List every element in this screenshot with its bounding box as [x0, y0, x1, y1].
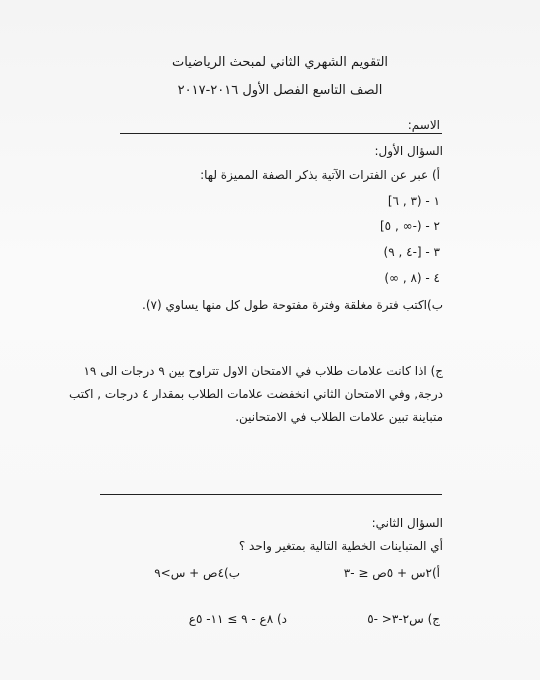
interval-item: ١ - (٣ , ٦] — [387, 194, 440, 208]
exam-subtitle: الصف التاسع الفصل الأول ٢٠١٦-٢٠١٧ — [177, 83, 383, 98]
option-c: ج) س٢-٣< -٥ — [367, 612, 440, 626]
question-1-part-c-line: درجة, وفي الامتحان الثاني انخفضت علامات الطلاب بمقدار ٤ درجات , اكتب — [68, 387, 443, 401]
option-d: د) ٨ع - ٩ ≥ ١١- ٥ع — [188, 612, 287, 626]
exam-title: التقويم الشهري الثاني لمبحث الرياضيات — [171, 55, 389, 70]
name-line — [120, 133, 442, 134]
section-divider — [100, 494, 442, 495]
interval-item: ٣ - [-٤ , ٩) — [383, 245, 440, 259]
interval-item: ٤ - (٨ , ∞) — [384, 271, 440, 285]
option-a: أ)٢س + ٥ص ≤ -٣ — [343, 566, 440, 580]
question-1-part-c-line: متباينة تبين علامات الطلاب في الامتحانين. — [235, 410, 443, 424]
interval-item: ٢ - (-∞ , ٥] — [379, 219, 440, 233]
question-2-prompt: أي المتباينات الخطية التالية بمتغير واحد ؟ — [238, 539, 443, 553]
option-b: ب)٤ص + س>٩ — [154, 566, 240, 580]
name-label: الاسم: — [407, 118, 440, 132]
question-1-heading: السؤال الأول: — [374, 144, 443, 158]
question-1-part-b: ب)اكتب فترة مغلقة وفترة مفتوحة طول كل منها يساوي (٧). — [142, 298, 443, 312]
question-1-part-a: أ) عبر عن الفترات الآتية بذكر الصفة المميزة لها: — [200, 168, 440, 182]
question-2-heading: السؤال الثاني: — [371, 516, 443, 530]
question-1-part-c-line: ج) اذا كانت علامات طلاب في الامتحان الاول تتراوح بين ٩ درجات الى ١٩ — [83, 364, 443, 378]
